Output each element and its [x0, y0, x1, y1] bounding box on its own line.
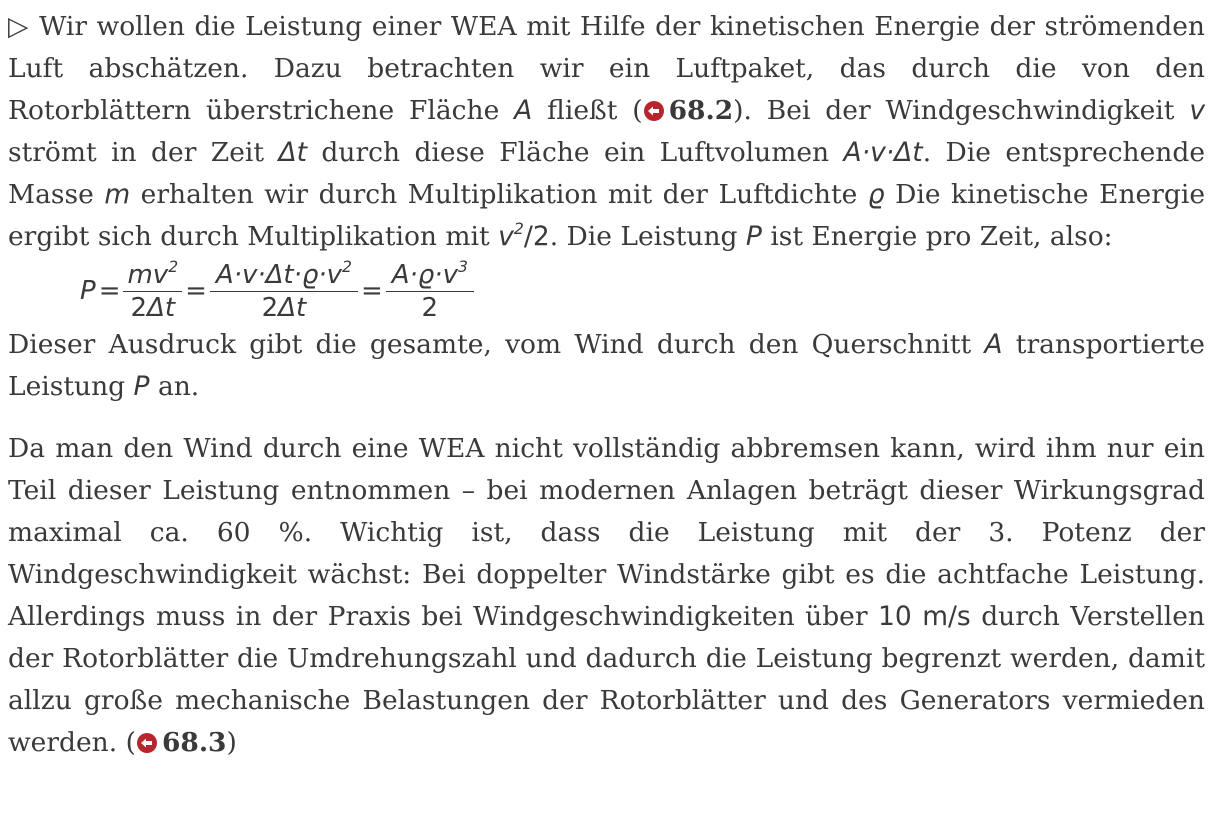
- formula-equals: =: [185, 276, 207, 306]
- var-delta-t: Δt: [278, 137, 307, 168]
- expr-v-squared: $v^2$: [498, 218, 524, 252]
- circle-arrow-reference-icon: [136, 732, 158, 754]
- fraction-3-denominator: 2: [421, 292, 439, 323]
- figure-reference-682[interactable]: [643, 95, 734, 126]
- var-area: A: [514, 95, 533, 126]
- fraction-1-numerator: $mv^2$: [123, 260, 182, 292]
- fraction-2: [210, 257, 358, 323]
- triangle-marker-icon: ▷: [8, 11, 30, 42]
- figure-reference-683[interactable]: [136, 727, 227, 758]
- fraction-1: [123, 257, 182, 323]
- fraction-1-denominator: 2Δt: [130, 292, 176, 323]
- var-power: P: [133, 371, 150, 402]
- paragraph-formula-explanation: Dieser Ausdruck gibt die gesamte, vom Wind durch den Querschnitt A transportierte Leistung P an.: [8, 329, 1205, 402]
- figure-reference-number: 68.2: [668, 95, 734, 126]
- fraction-2-denominator: 2Δt: [261, 292, 307, 323]
- figure-reference-number: 68.3: [161, 727, 227, 758]
- var-mass: m: [104, 179, 131, 210]
- var-power: P: [745, 221, 762, 252]
- wind-speed-value: 10 m/s: [878, 601, 971, 632]
- paragraph-intro: ▷ Wir wollen die Leistung einer WEA mit Hilfe der kinetischen Energie der strömenden Luft abschätzen. Dazu betrachten wir ein Luftpaket, das durch die von den Rotorblättern überstrichene Fläche A fließt ( 68.2). Bei der Windgeschwindigkeit v strömt in der Zeit Δt durch diese Fläche ein Luftvolumen A·v·Δt. Die entsprechende Masse m erhalten wir durch Multiplikation mit der Luftdichte ϱ Die kinetische Energie ergibt sich durch Multiplikation mit $v^2/2$. Die Leistung P ist Energie pro Zeit, also:: [8, 11, 1206, 252]
- var-area: A: [984, 329, 1003, 360]
- circle-arrow-reference-icon: [643, 100, 665, 122]
- formula-equals: =: [360, 276, 383, 306]
- var-velocity: v: [1189, 95, 1205, 126]
- fraction-3: [386, 257, 474, 323]
- power-formula: [8, 258, 1205, 324]
- expr-air-volume: A·v·Δt: [843, 137, 923, 168]
- formula-equals: =: [98, 276, 121, 306]
- fraction-2-numerator: $A\cdot v\cdot\Delta t\cdot ϱ\cdot v^2$: [210, 260, 358, 292]
- var-density: ϱ: [867, 179, 885, 210]
- formula-lhs: P: [80, 276, 96, 306]
- paragraph-efficiency: Da man den Wind durch eine WEA nicht vollständig abbremsen kann, wird ihm nur ein Teil dieser Leistung entnommen – bei modernen Anlagen beträgt dieser Wirkungsgrad maximal ca. 60 %. Wichtig ist, dass die Leistung mit der 3. Potenz der Windgeschwindigkeit wächst: Bei doppelter Windstärke gibt es die achtfache Leistung. Allerdings muss in der Praxis bei Windgeschwindigkeiten über 10 m/s durch Verstellen der Rotorblätter die Umdrehungszahl und dadurch die Leistung begrenzt werden, damit allzu große mechanische Belastungen der Rotorblätter und des Generators vermieden werden. ( 68.3): [8, 433, 1205, 758]
- fraction-3-numerator: $A\cdot ϱ\cdot v^3$: [386, 260, 474, 292]
